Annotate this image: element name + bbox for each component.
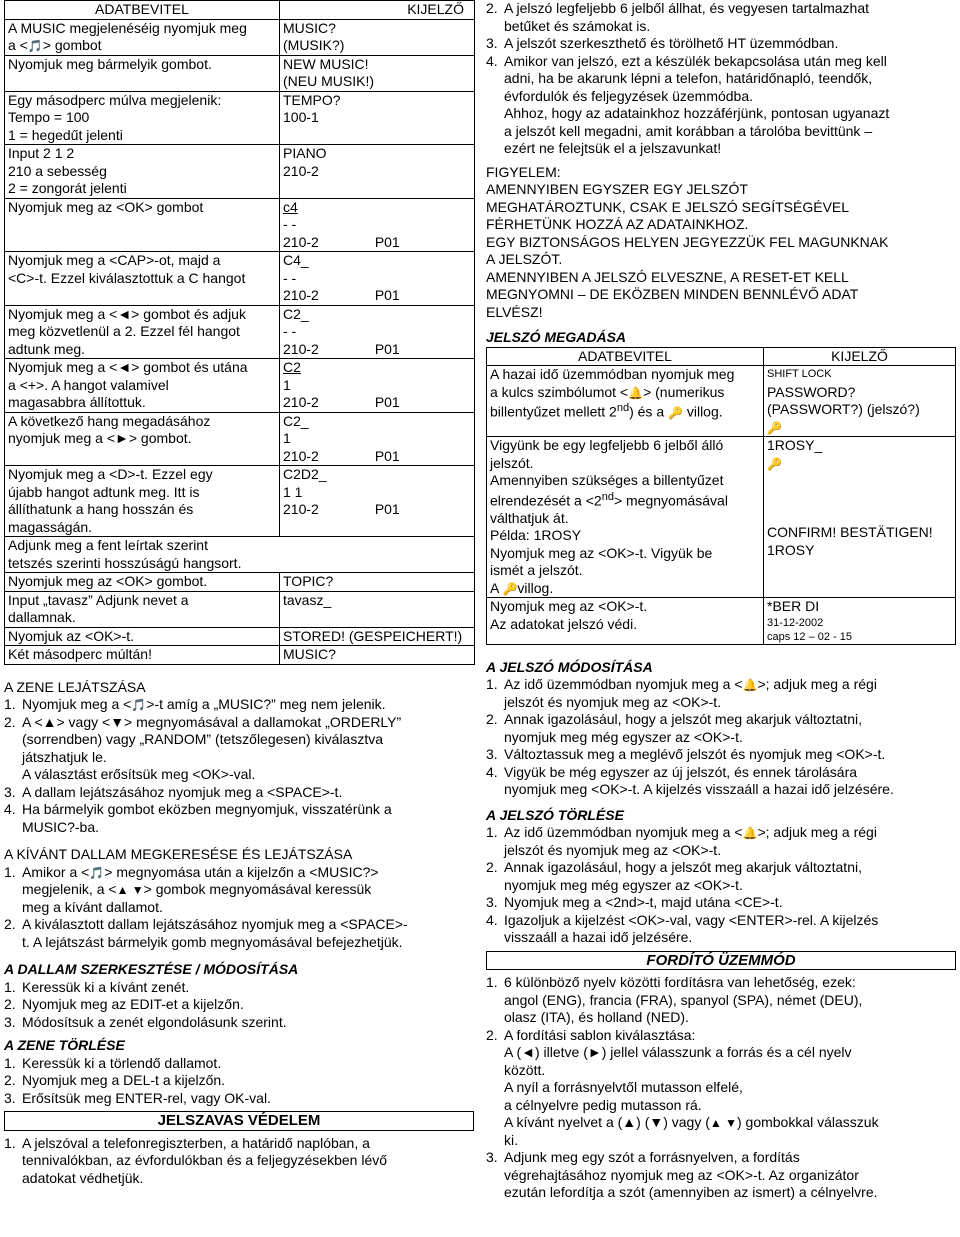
key-icon: 🔑	[668, 405, 683, 420]
table-row	[5, 591, 475, 627]
warning-block: FIGYELEM: AMENNYIBEN EGYSZER EGY JELSZÓT MEGHATÁROZTUNK, CSAK E JELSZÓ SEGÍTSÉGÉVEL FÉRHETÜNK HOZZÁ AZ ADATAINKHOZ. EGY BIZTONSÁGOS HELYEN JEGYEZZÜK FEL MAGUNKNAK A JELSZÓT. AMENNYIBEN A JELSZÓ ELVESZNE, A RESET-ET KELL MEGNYOMNI – DE EKÖZBEN MINDEN BENNLÉVŐ ADAT ELVÉSZ!	[486, 163, 889, 320]
table-row	[5, 646, 475, 665]
display-text: P01	[374, 233, 400, 250]
display-text: P01	[374, 287, 400, 303]
scroll-arrows-icon: ▲ ▼	[116, 883, 144, 897]
display-text: P01	[374, 340, 400, 357]
left-column	[4, 0, 474, 1187]
music-note-icon: 🎵	[131, 698, 147, 712]
list-item: 2. A <▲> vagy <▼> megnyomásával a dallamokat „ORDERLY” (sorrendben) vagy „RANDOM” (tetszőlegesen) kiválasztva játszhatjuk le. A választást erősítsük meg <OK>-val.	[4, 713, 402, 782]
table-row: Nyomjuk meg az <OK>-t. Az adatokat jelszó védi. *BER DI 31-12-2002 caps 12 – 02 - 15	[487, 598, 956, 645]
protect-list	[4, 1135, 474, 1188]
list-item: 1. Keressük ki a kívánt zenét.	[4, 978, 190, 995]
key-icon: 🔑	[767, 456, 782, 471]
display-text: 210-2	[283, 233, 319, 250]
remove-list	[486, 824, 956, 947]
list-item: 3. Változtassuk meg a meglévő jelszót és nyomjuk meg <OK>-t.	[486, 746, 886, 763]
list-item: 2. Nyomjuk meg az EDIT-et a kijelzőn.	[4, 996, 244, 1012]
list-item: 1. Az idő üzemmódban nyomjuk meg a <🔔>; adjuk meg a régi jelszót és nyomjuk meg az <OK>-t.	[486, 824, 877, 858]
cell-text: állíthatunk a hang hosszán és	[8, 501, 194, 517]
bell-icon: 🔔	[742, 826, 758, 841]
cell-text: a <+>. A hangot valamivel	[8, 376, 169, 393]
right-column	[486, 0, 956, 1202]
key-icon: 🔑	[767, 420, 782, 435]
display-text: C2_	[283, 412, 309, 429]
list-item: 2. A jelszó legfeljebb 6 jelből állhat, és vegyesen tartalmazhat betűket és számokat is.	[486, 0, 869, 34]
table-row	[5, 305, 475, 359]
display-text: TEMPO?	[283, 91, 341, 108]
edit-heading: A DALLAM SZERKESZTÉSE / MÓDOSÍTÁSA	[4, 961, 299, 977]
cell-text: a <	[8, 37, 28, 53]
cell-text: Nyomjuk az <OK>-t.	[8, 627, 135, 644]
display-text: 1 1	[283, 483, 303, 500]
table-row	[5, 91, 475, 145]
find-list	[4, 864, 474, 952]
translate-list	[486, 974, 956, 1202]
play-list	[4, 696, 474, 836]
table-row	[5, 573, 475, 592]
list-item: 1. Nyomjuk meg a <🎵>-t amíg a „MUSIC?” meg nem jelenik.	[4, 696, 386, 712]
list-item: 1. 6 különböző nyelv közötti fordításra van lehetőség, ezek: angol (ENG), francia (FRA), spanyol (SPA), német (DEU), olasz (ITA), és holland (NED).	[486, 974, 863, 1026]
list-item: 2. Nyomjuk meg a DEL-t a kijelzőn.	[4, 1072, 226, 1088]
cell-text: dallamnak.	[8, 609, 76, 625]
display-text: TOPIC?	[283, 573, 334, 589]
display-text: C2_	[283, 305, 309, 322]
display-text: P01	[374, 447, 400, 464]
cell-text: Nyomjuk meg a <D>-t. Ezzel egy	[8, 466, 213, 482]
display-text: STORED! (GESPEICHERT!)	[283, 627, 463, 644]
table-row	[5, 19, 475, 55]
delete-list	[4, 1055, 474, 1108]
list-item: 3. Adjunk meg egy szót a forrásnyelven, a fordítás végrehajtásához nyomjuk meg az <OK>-t. Az organizátor ezután lefordítja a szót (amennyiben az ismert) a célnyelvre.	[486, 1149, 878, 1201]
table-row: A hazai idő üzemmódban nyomjuk meg a kulcs szimbólumot <🔔> (numerikus billentyűzet mellett 2nd) és a 🔑 villog. SHIFT LOCK PASSWORD? (PASSWORT?) (jelszó?) 🔑	[487, 366, 956, 437]
translate-heading: FORDÍTÓ ÜZEMMÓD	[486, 951, 956, 971]
display-text: 210-2	[283, 447, 319, 464]
list-item: 1. Keressük ki a törlendő dallamot.	[4, 1054, 222, 1071]
music-note-icon: 🎵	[89, 865, 105, 880]
display-text: 100-1	[283, 109, 319, 125]
list-item: 4. Vigyük be még egyszer az új jelszót, és ennek tárolására nyomjuk meg <OK>-t. A kijelzés visszaáll a hazai idő jelzésére.	[486, 763, 894, 798]
cell-text: újabb hangot adtunk meg. Itt is	[8, 483, 200, 500]
display-text: - -	[283, 323, 297, 339]
list-item: 1. A jelszóval a telefonregiszterben, a határidő naplóban, a tennivalókban, az évfordulókban és a feljegyzésekben lévő adatokat védhetjük.	[4, 1134, 388, 1186]
header-input: ADATBEVITEL	[5, 1, 280, 20]
list-item: 2. Annak igazolásául, hogy a jelszót meg akarjuk változtatni, nyomjuk meg még egyszer az <OK>-t.	[486, 711, 862, 745]
header-display: KIJELZŐ	[280, 1, 475, 20]
display-text: MUSIC?	[283, 19, 336, 36]
list-item: 2. A kiválasztott dallam lejátszásához nyomjuk meg a <SPACE>- t. A lejátszást bármelyik gomb megnyomásával befejezhetjük.	[4, 916, 408, 950]
display-text: c4	[283, 198, 298, 215]
display-text: 210-2	[283, 340, 319, 357]
display-text: 210-2	[283, 501, 319, 517]
cell-text: magasságán.	[8, 518, 93, 535]
find-heading: A KÍVÁNT DALLAM MEGKERESÉSE ÉS LEJÁTSZÁSA	[4, 846, 353, 862]
remove-heading: A JELSZÓ TÖRLÉSE	[486, 806, 624, 823]
display-text: C4_	[283, 252, 309, 268]
display-text: C2D2_	[283, 466, 327, 482]
cell-text: 210 a sebesség	[8, 162, 107, 179]
music-note-icon: 🎵	[27, 39, 43, 53]
protect-heading: JELSZAVAS VÉDELEM	[4, 1111, 474, 1131]
table-row	[5, 55, 475, 91]
list-item: 3. Módosítsuk a zenét elgondolásunk szerint.	[4, 1013, 287, 1030]
header-input: ADATBEVITEL	[487, 347, 764, 366]
display-text: C2	[283, 359, 301, 375]
table-row	[5, 466, 475, 537]
table-header-row	[487, 347, 956, 366]
cell-text: Nyomjuk meg a <CAP>-ot, majd a	[8, 252, 221, 268]
cell-text: Két másodperc múltán!	[8, 646, 152, 662]
cell-text: A következő hang megadásához	[8, 412, 211, 429]
display-text: 1	[283, 376, 291, 393]
cell-text: Input 2 1 2	[8, 145, 75, 161]
cell-text: meg közvetlenül a 2. Ezzel fél hangot	[8, 323, 240, 339]
list-item: 4. Igazoljuk a kijelzést <OK>-val, vagy <ENTER>-rel. A kijelzés visszaáll a hazai idő jelzésére.	[486, 911, 879, 946]
modify-list	[486, 676, 956, 799]
music-entry-table	[4, 0, 475, 665]
display-text: (NEU MUSIK!)	[283, 73, 374, 89]
table-header-row	[5, 1, 475, 20]
display-text: - -	[283, 216, 297, 232]
cell-text: A MUSIC megjelenéséig nyomjuk meg	[8, 19, 247, 36]
display-text: 210-2	[283, 162, 319, 179]
cell-text: 1 = hegedűt jelenti	[8, 126, 123, 143]
list-item: 3. Nyomjuk meg a <2nd>-t, majd utána <CE>-t.	[486, 894, 783, 911]
key-icon: 🔑	[502, 581, 518, 596]
table-row	[5, 412, 475, 466]
cell-text: Nyomjuk meg a <◄> gombot és utána	[8, 359, 248, 375]
bell-icon: 🔔	[628, 385, 644, 400]
display-text: 1	[283, 430, 291, 446]
list-item: 4. Ha bármelyik gombot eközben megnyomjuk, visszatérünk a MUSIC?-ba.	[4, 801, 392, 835]
cell-text: magasabbra állítottuk.	[8, 394, 146, 410]
table-row: Vigyünk be egy legfeljebb 6 jelből álló jelszót. Amennyiben szükséges a billentyűzet elrendezését a <2nd> megnyomásával válthatjuk át. Példa: 1ROSY Nyomjuk meg az <OK>-t. Vigyük be ismét a jelszót. A 🔑villog. 1ROSY_ 🔑 CONFIRM! BESTÄTIGEN! 1ROSY	[487, 437, 956, 598]
display-text: MUSIC?	[283, 646, 336, 662]
display-text: PIANO	[283, 145, 327, 161]
password-intro-list	[486, 0, 956, 158]
cell-text: > gombot	[42, 37, 102, 53]
password-entry-table	[486, 347, 956, 645]
table-row	[5, 537, 475, 573]
list-item: 3. A dallam lejátszásához nyomjuk meg a <SPACE>-t.	[4, 783, 343, 800]
cell-text: Input „tavasz” Adjunk nevet a	[8, 591, 189, 608]
table-row	[5, 627, 475, 646]
table-row	[5, 359, 475, 413]
cell-text: adtunk meg.	[8, 340, 86, 357]
cell-text: Egy másodperc múlva megjelenik:	[8, 91, 222, 108]
delete-heading: A ZENE TÖRLÉSE	[4, 1037, 125, 1053]
list-item: 3. Erősítsük meg ENTER-rel, vagy OK-val.	[4, 1089, 271, 1106]
cell-text: Adjunk meg a fent leírtak szerint	[8, 537, 208, 553]
bell-icon: 🔔	[742, 678, 758, 693]
display-text: P01	[374, 501, 400, 517]
cell-text: Nyomjuk meg az <OK> gombot	[8, 198, 204, 215]
table-row	[5, 145, 475, 199]
display-text: - -	[283, 269, 297, 286]
set-password-heading: JELSZÓ MEGADÁSA	[486, 329, 627, 345]
list-item: 2. Annak igazolásául, hogy a jelszót meg akarjuk változtatni, nyomjuk meg még egyszer az <OK>-t.	[486, 859, 862, 893]
display-text: 210-2	[283, 394, 319, 410]
display-text: tavasz_	[283, 591, 332, 608]
display-text: (MUSIK?)	[283, 37, 345, 53]
cell-text: <C>-t. Ezzel kiválasztottuk a C hangot	[8, 269, 246, 286]
list-item: 4. Amikor van jelszó, ezt a készülék bekapcsolása után meg kell adni, ha be akarunk lépni a telefon, határidőnapló, teendők, évfordulók és feljegyzések üzemmódba. Ahhoz, hogy az adatainkhoz hozzáférjünk, pontosan ugyanazt a jelszót kell megadni, amit korábban a tárolóba bevittünk – ezért ne felejtsük el a jelszavunkat!	[486, 52, 890, 156]
play-heading: A ZENE LEJÁTSZÁSA	[4, 678, 146, 695]
edit-list	[4, 979, 474, 1032]
list-item: 1. Amikor a <🎵> megnyomása után a kijelzőn a <MUSIC?> megjelenik, a <▲ ▼> gombok megnyomásával keressük meg a kívánt dallamot.	[4, 863, 379, 915]
cell-text: 2 = zongorát jelenti	[8, 180, 127, 196]
modify-heading: A JELSZÓ MÓDOSÍTÁSA	[486, 658, 653, 675]
display-text: NEW MUSIC!	[283, 55, 369, 72]
table-row	[5, 252, 475, 306]
table-row	[5, 198, 475, 252]
header-display: KIJELZŐ	[764, 347, 956, 366]
cell-text: tetszés szerinti hosszúságú hangsort.	[8, 554, 242, 571]
cell-text: Nyomjuk meg a <◄> gombot és adjuk	[8, 305, 246, 322]
display-text: P01	[374, 394, 400, 410]
cell-text: Tempo = 100	[8, 109, 90, 125]
list-item: 3. A jelszót szerkeszthető és törölhető HT üzemmódban.	[486, 35, 839, 51]
list-item: 1. Az idő üzemmódban nyomjuk meg a <🔔>; adjuk meg a régi jelszót és nyomjuk meg az <OK>-t.	[486, 676, 877, 710]
cell-text: Nyomjuk meg bármelyik gombot.	[8, 55, 212, 72]
scroll-arrows-icon: ▲ ▼	[709, 1116, 737, 1131]
cell-text: nyomjuk meg a <►> gombot.	[8, 430, 192, 446]
cell-text: Nyomjuk meg az <OK> gombot.	[8, 573, 208, 589]
list-item: 2. A fordítási sablon kiválasztása: A (◄) illetve (►) jellel válasszunk a forrás és a cél nyelv között. A nyíl a forrásnyelvtől mutasson elfelé, a célnyelvre pedig mutasson rá. A kívánt nyelvet a (▲) (▼) vagy (▲ ▼) gombokkal válasszuk ki.	[486, 1026, 879, 1148]
display-text: 210-2	[283, 287, 319, 303]
